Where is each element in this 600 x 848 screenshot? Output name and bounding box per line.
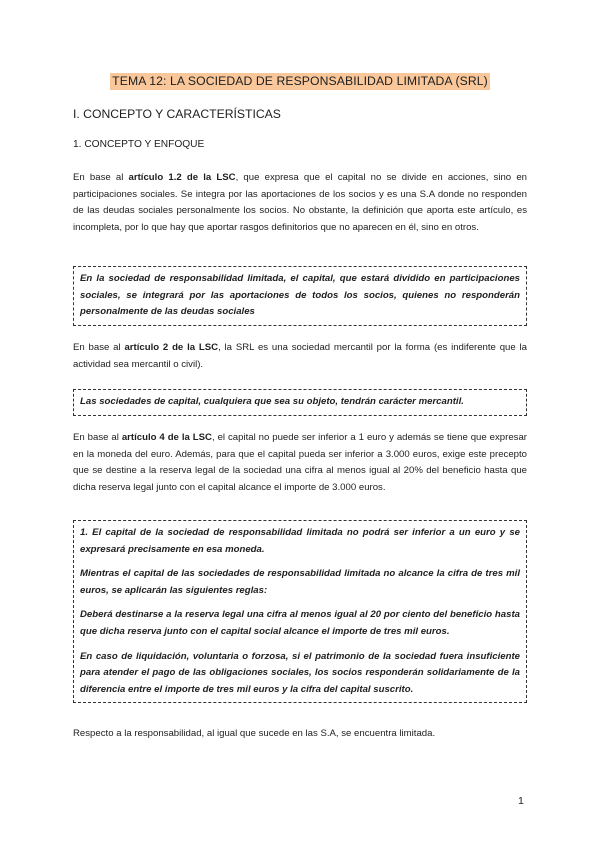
quote-box-3-p4: En caso de liquidación, voluntaria o forzosa, si el patrimonio de la sociedad fuera insuficiente para atender el pago de las obligaciones sociales, los socios responderán solidariamente de la diferencia entre el importe de tres mil euros y la cifra del capital suscrito.	[80, 650, 520, 695]
quote-box-3-p3: Deberá destinarse a la reserva legal una cifra al menos igual al 20 por ciento del beneficio hasta que dicha reserva junto con el capital social alcance el importe de tres mil euros.	[80, 609, 520, 637]
para1-pre: En base al	[73, 172, 129, 183]
para2-pre: En base al	[73, 342, 125, 353]
quote-box-1-text: En la sociedad de responsabilidad limitada, el capital, que estará dividido en participaciones sociales, se integrará por las aportaciones de todos los socios, quienes no responderán personalmente de las deudas sociales	[80, 273, 520, 318]
paragraph-article-4	[73, 430, 527, 496]
quote-box-3	[73, 520, 527, 703]
quote-box-3-p2: Mientras el capital de las sociedades de responsabilidad limitada no alcance la cifra de tres mil euros, se aplicarán las siguientes reglas:	[80, 568, 520, 596]
section-heading: I. CONCEPTO Y CARACTERÍSTICAS	[73, 107, 281, 121]
para2-post: , la SRL es una sociedad mercantil por la forma (es indiferente que la actividad sea mercantil o civil).	[73, 342, 527, 370]
title-wrap	[0, 72, 600, 90]
paragraph-responsibility: Respecto a la responsabilidad, al igual que sucede en las S.A, se encuentra limitada.	[73, 728, 436, 739]
quote-box-2-text: Las sociedades de capital, cualquiera que sea su objeto, tendrán carácter mercantil.	[80, 396, 464, 407]
para1-bold: artículo 1.2 de la LSC	[128, 172, 236, 183]
quote-box-1	[73, 266, 527, 326]
para1-post: , que expresa que el capital no se divide en acciones, sino en participaciones sociales. Se integra por las aportaciones de los socios y es una S.A donde no responden de las deudas sociales personalmente los socios. No obstante, la definición que aporta este artículo, es incompleta, por lo que hay que aportar rasgos definitorios que no aparecen en él, sino en otros.	[73, 172, 527, 233]
paragraph-article-1	[73, 170, 527, 236]
para3-pre: En base al	[73, 432, 122, 443]
para2-bold: artículo 2 de la LSC	[124, 342, 219, 353]
para3-post: , el capital no puede ser inferior a 1 euro y además se tiene que expresar en la moneda del euro. Además, para que el capital pueda ser inferior a 3.000 euros, exige este precepto que se destine a la reserva legal de la sociedad una cifra al menos igual al 20% del beneficio hasta que dicha reserva legal junto con el capital alcance el importe de 3.000 euros.	[73, 432, 527, 493]
page-number: 1	[518, 795, 524, 807]
quote-box-3-p1: 1. El capital de la sociedad de responsabilidad limitada no podrá ser inferior a un euro y se expresará precisamente en esa moneda.	[80, 527, 520, 555]
subsection-heading: 1. CONCEPTO Y ENFOQUE	[73, 139, 205, 150]
para3-bold: artículo 4 de la LSC	[121, 432, 212, 443]
quote-box-2	[73, 389, 527, 416]
document-title: TEMA 12: LA SOCIEDAD DE RESPONSABILIDAD LIMITADA (SRL)	[112, 74, 488, 88]
paragraph-article-2	[73, 340, 527, 373]
